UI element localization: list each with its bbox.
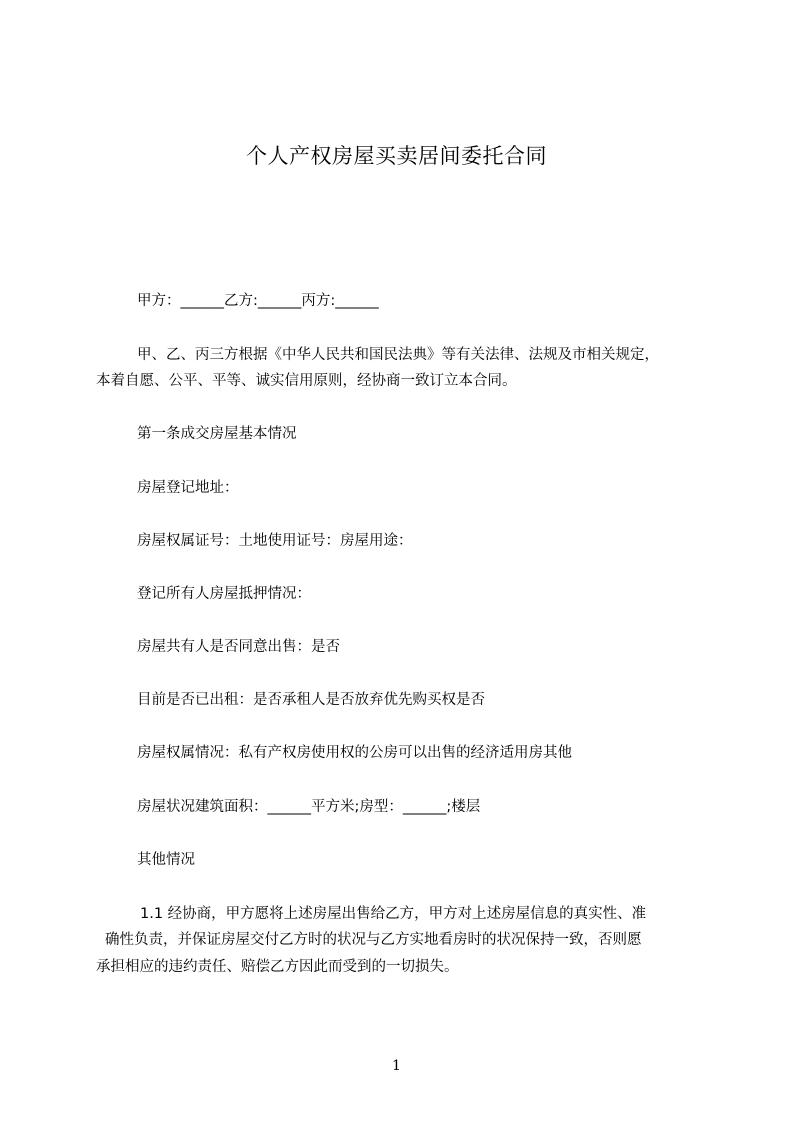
article-1-heading: 第一条成交房屋基本情况 <box>137 426 297 442</box>
intro-paragraph-line-1: 甲、乙、丙三方根据《中华人民共和国民法典》等有关法律、法规及市相关规定， <box>137 347 659 363</box>
page-number: 1 <box>392 1058 401 1074</box>
rental-status-field: 目前是否已出租：是否承租人是否放弃优先购买权是否 <box>137 692 485 708</box>
ownership-type-field: 房屋权属情况：私有产权房使用权的公房可以出售的经济适用房其他 <box>137 745 572 761</box>
clause-1-1-line-2: 确性负责，并保证房屋交付乙方时的状况与乙方实地看房时的状况保持一致，否则愿 <box>105 932 642 948</box>
co-owner-consent-field: 房屋共有人是否同意出售：是否 <box>137 639 340 655</box>
building-status-field: 房屋状况建筑面积：______平方米;房型：______;楼层 <box>137 799 481 815</box>
mortgage-field: 登记所有人房屋抵押情况： <box>137 586 311 602</box>
registered-address-field: 房屋登记地址： <box>137 480 239 496</box>
intro-paragraph-line-2: 本着自愿、公平、平等、诚实信用原则，经协商一致订立本合同。 <box>96 373 517 389</box>
certificates-field: 房屋权属证号：土地使用证号：房屋用途： <box>137 533 413 549</box>
clause-1-1-line-1: 1.1 经协商，甲方愿将上述房屋出售给乙方，甲方对上述房屋信息的真实性、准 <box>140 906 647 922</box>
clause-1-1-line-3: 承担相应的违约责任、赔偿乙方因此而受到的一切损失。 <box>96 959 459 975</box>
parties-line: 甲方：______乙方:______丙方:______ <box>137 293 379 309</box>
document-title: 个人产权房屋买卖居间委托合同 <box>246 144 547 168</box>
other-info-heading: 其他情况 <box>137 852 195 868</box>
